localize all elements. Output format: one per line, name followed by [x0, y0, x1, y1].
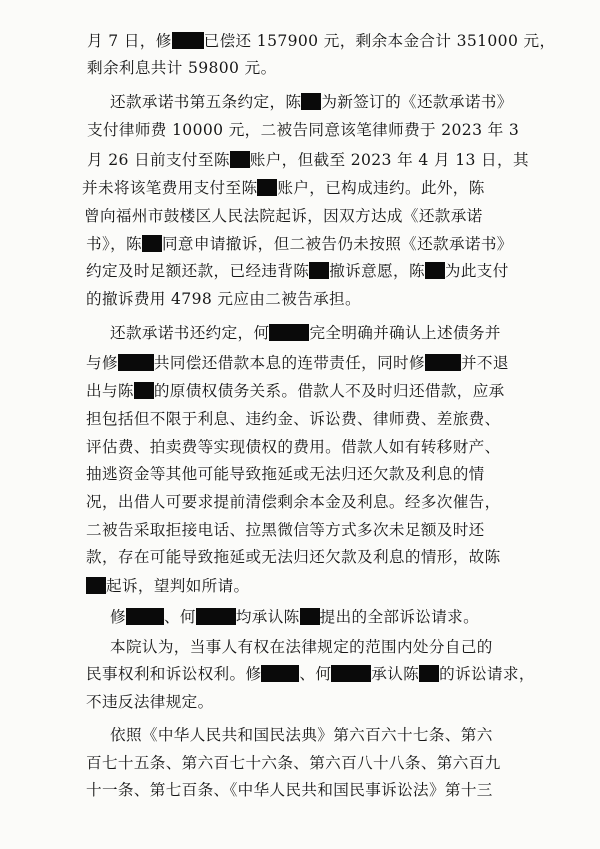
text-segment: 担包括但不限于利息、违约金、诉讼费、律师费、差旅费、 — [86, 410, 501, 428]
text-line — [87, 28, 555, 55]
redaction-block — [142, 235, 162, 252]
text-line — [110, 722, 493, 749]
text-line — [86, 661, 535, 688]
text-segment: 账户，但截至 2023 年 4 月 13 日，其 — [249, 151, 529, 169]
text-line — [86, 231, 513, 258]
text-segment: 承认陈 — [371, 665, 420, 683]
text-segment: 不违反法律规定。 — [86, 693, 214, 711]
text-segment: 支付律师费 10000 元，二被告同意该笔律师费于 2023 年 3 — [87, 121, 520, 139]
redaction-block — [425, 262, 445, 279]
text-line — [86, 573, 250, 600]
redaction-block — [196, 608, 236, 625]
text-segment: 剩余利息共计 59800 元。 — [87, 59, 277, 77]
redaction-block — [118, 354, 154, 371]
text-line — [86, 406, 501, 433]
text-segment: 撤诉意愿，陈 — [329, 262, 425, 280]
text-segment: 月 26 日前支付至陈 — [87, 151, 230, 169]
text-segment: 二被告采取拒接电话、拉黑微信等方式多次未足额及时还 — [86, 521, 485, 539]
text-segment: 起诉，望判如所请。 — [106, 577, 250, 595]
text-segment: 账户，已构成违约。此外，陈 — [277, 179, 485, 197]
text-line — [82, 175, 485, 202]
text-line — [110, 89, 513, 116]
text-line — [110, 320, 501, 347]
text-line — [86, 489, 501, 516]
text-segment: 修 — [110, 608, 126, 626]
text-segment: 完全明确并确认上述债务并 — [309, 324, 501, 342]
text-segment: 民事权利和诉讼权利。修 — [86, 665, 262, 683]
text-segment: 况，出借人可要求提前清偿剩余本金及利息。经多次催告， — [86, 493, 501, 511]
text-segment: 书》，陈 — [86, 235, 142, 253]
text-segment: 曾向福州市鼓楼区人民法院起诉，因双方达成《还款承诺 — [84, 207, 483, 225]
redaction-block — [269, 324, 309, 341]
redaction-block — [134, 382, 154, 399]
text-segment: 并不退 — [460, 354, 509, 372]
text-line — [86, 777, 493, 804]
redaction-block — [419, 665, 439, 682]
text-segment: 并未将该笔费用支付至陈 — [82, 179, 258, 197]
text-segment: 抽逃资金等其他可能导致拖延或无法归还欠款及利息的情 — [86, 465, 485, 483]
text-segment: 出与陈 — [86, 382, 134, 400]
text-segment: 、何 — [163, 608, 196, 626]
text-segment: 款，存在可能导致拖延或无法归还欠款及利息的情形，故陈 — [86, 548, 501, 566]
text-segment: 评估费、拍卖费等实现债权的费用。借款人如有转移财产、 — [86, 438, 501, 456]
text-segment: 约定及时足额还款，已经违背陈 — [86, 262, 310, 280]
redaction-block — [86, 577, 106, 594]
redaction-block — [172, 32, 204, 49]
redaction-block — [230, 151, 250, 168]
text-segment: 十一条、第七百条、《中华人民共和国民事诉讼法》第十三 — [86, 781, 493, 799]
redaction-block — [309, 262, 329, 279]
text-segment: 百七十五条、第六百七十六条、第六百八十八条、第六百九 — [86, 754, 501, 772]
redaction-block — [331, 665, 371, 682]
text-segment: 的诉讼请求， — [439, 665, 535, 683]
text-segment: 的原债权债务关系。借款人不及时归还借款，应承 — [153, 382, 505, 400]
text-segment: 与修 — [86, 354, 118, 372]
text-line — [86, 434, 501, 461]
text-segment: 均承认陈 — [235, 608, 300, 626]
text-line — [110, 604, 479, 631]
text-segment: 提出的全部诉讼请求。 — [319, 608, 480, 626]
redaction-block — [261, 665, 299, 682]
redaction-block — [425, 354, 461, 371]
text-segment: 还款承诺书第五条约定，陈 — [110, 93, 302, 111]
text-line — [84, 203, 483, 230]
text-segment: 的撤诉费用 4798 元应由二被告承担。 — [86, 290, 361, 308]
text-line — [86, 350, 509, 377]
text-segment: 同意申请撤诉，但二被告仍未按照《还款承诺书》 — [161, 235, 513, 253]
text-segment: 为此支付 — [444, 262, 509, 280]
text-segment: 共同偿还借款本息的连带责任，同时修 — [153, 354, 425, 372]
redaction-block — [301, 93, 321, 110]
text-line — [86, 378, 505, 405]
text-segment: 为新签订的《还款承诺书》 — [321, 93, 513, 111]
text-line — [86, 517, 485, 544]
redaction-block — [257, 179, 277, 196]
text-line — [86, 750, 501, 777]
text-segment: 月 7 日，修 — [87, 32, 172, 50]
redaction-block — [300, 608, 320, 625]
redaction-block — [126, 608, 164, 625]
text-line — [86, 689, 214, 716]
text-segment: 依照《中华人民共和国民法典》第六百六十七条、第六 — [110, 726, 493, 744]
text-line — [86, 286, 361, 313]
text-line — [87, 55, 277, 82]
text-line — [86, 544, 501, 571]
text-line — [87, 117, 519, 144]
text-segment: 、何 — [299, 665, 332, 683]
text-segment: 还款承诺书还约定，何 — [110, 324, 270, 342]
text-segment: 已偿还 157900 元，剩余本金合计 351000 元， — [203, 32, 556, 50]
text-line — [110, 634, 493, 661]
text-line — [86, 258, 509, 285]
text-line — [87, 147, 529, 174]
text-line — [86, 461, 485, 488]
text-segment: 本院认为，当事人有权在法律规定的范围内处分自己的 — [110, 638, 493, 656]
